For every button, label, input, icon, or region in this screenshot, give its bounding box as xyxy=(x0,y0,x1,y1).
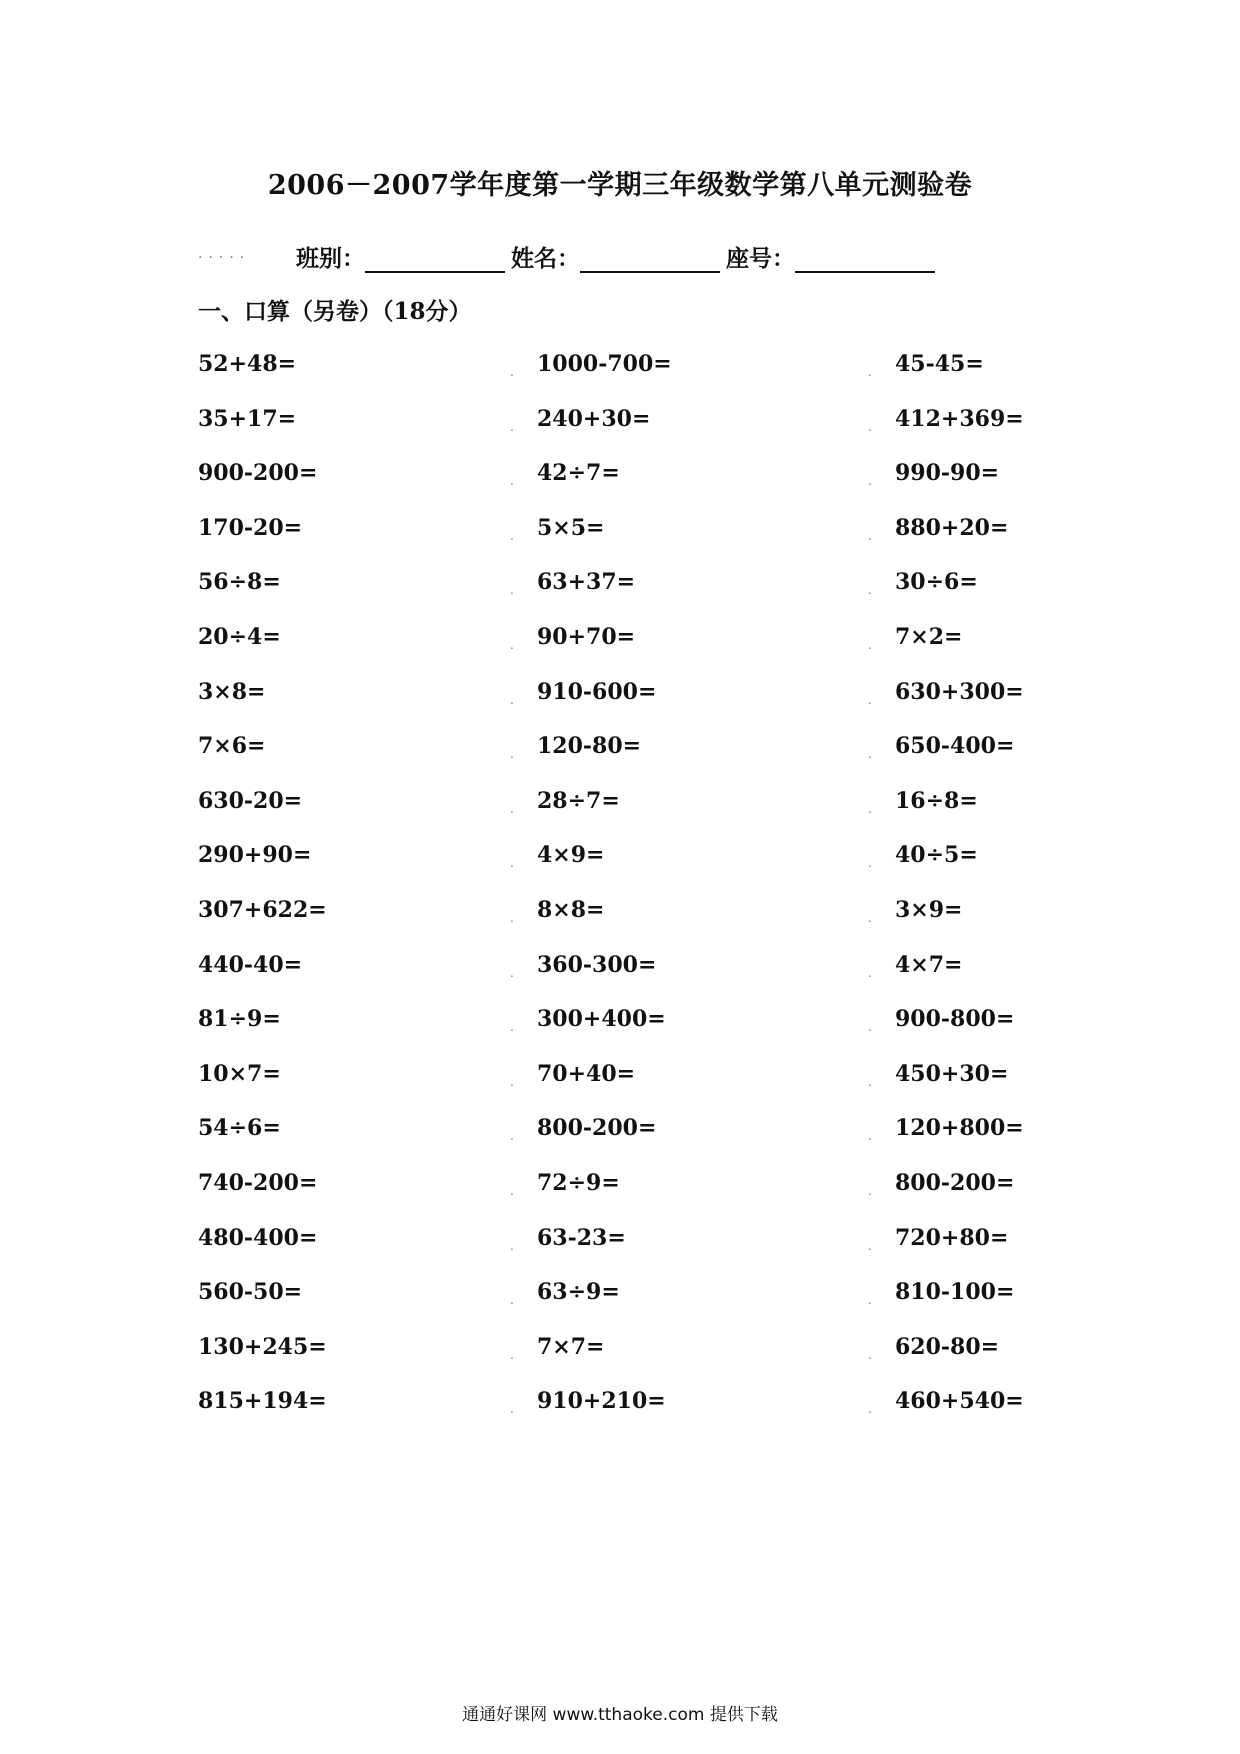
decorative-mark: . xyxy=(868,801,872,816)
decorative-mark: . xyxy=(868,747,872,762)
problem-c3-r1: 45-45= xyxy=(895,351,984,377)
name-field xyxy=(511,240,720,273)
problem-c1-r6: 20÷4= xyxy=(198,624,281,650)
decorative-mark: . xyxy=(868,419,872,434)
decorative-mark: . xyxy=(510,1020,514,1035)
problem-c3-r17: 720+80= xyxy=(895,1224,1009,1251)
decorative-mark: . xyxy=(868,638,872,652)
problem-c1-r12: 440-40= xyxy=(198,951,303,978)
problem-c1-r10: 290+90= xyxy=(198,842,312,869)
problem-c3-r2: 412+369= xyxy=(895,405,1024,432)
problem-c2-r15: 800-200= xyxy=(537,1115,657,1142)
decorative-mark: . xyxy=(510,583,514,598)
problem-c2-r17: 63-23= xyxy=(537,1224,626,1251)
problem-c3-r14: 450+30= xyxy=(895,1060,1009,1087)
problem-c3-r13: 900-800= xyxy=(895,1006,1015,1033)
decorative-mark: . xyxy=(868,1347,872,1362)
problem-c3-r18: 810-100= xyxy=(895,1279,1015,1306)
seat-field xyxy=(726,240,935,273)
name-label: 姓名： xyxy=(511,245,580,272)
decorative-mark: . xyxy=(868,474,872,489)
decorative-mark: . xyxy=(510,1184,514,1198)
problem-c3-r9: 16÷8= xyxy=(895,787,978,814)
problem-c1-r15: 54÷6= xyxy=(198,1115,281,1142)
decorative-mark: . xyxy=(868,1402,872,1417)
problem-c1-r8: 7×6= xyxy=(198,733,266,760)
decorative-mark: . xyxy=(868,365,872,379)
name-blank[interactable] xyxy=(580,247,720,273)
problem-c2-r1: 1000-700= xyxy=(537,351,672,377)
decorative-mark: . xyxy=(510,638,514,652)
decorative-mark: . xyxy=(510,474,514,489)
problem-c1-r13: 81÷9= xyxy=(198,1006,281,1033)
decorative-mark: . xyxy=(868,911,872,925)
problem-c1-r3: 900-200= xyxy=(198,460,318,487)
decorative-mark: . xyxy=(510,1293,514,1308)
decorative-dots: ..... xyxy=(198,246,251,262)
problem-c3-r10: 40÷5= xyxy=(895,842,978,869)
page-title: 2006－2007学年度第一学期三年级数学第八单元测验卷 xyxy=(267,170,973,201)
problem-c1-r18: 560-50= xyxy=(198,1279,303,1306)
problem-c2-r13: 300+400= xyxy=(537,1006,666,1033)
decorative-mark: . xyxy=(510,801,514,816)
problem-c2-r19: 7×7= xyxy=(537,1333,605,1360)
decorative-mark: . xyxy=(868,1020,872,1035)
problem-c2-r2: 240+30= xyxy=(537,405,651,432)
problem-c3-r15: 120+800= xyxy=(895,1115,1024,1142)
decorative-mark: . xyxy=(510,965,514,980)
problem-c3-r8: 650-400= xyxy=(895,733,1015,760)
problem-c1-r5: 56÷8= xyxy=(198,569,281,596)
problem-c3-r19: 620-80= xyxy=(895,1333,1000,1360)
problem-c1-r9: 630-20= xyxy=(198,787,303,814)
decorative-mark: . xyxy=(510,911,514,925)
problem-c1-r7: 3×8= xyxy=(198,678,266,705)
problem-c2-r20: 910+210= xyxy=(537,1388,666,1415)
class-label: 班别： xyxy=(296,245,365,272)
problem-c2-r3: 42÷7= xyxy=(537,460,620,487)
decorative-mark: . xyxy=(868,1184,872,1198)
class-field xyxy=(296,240,505,273)
problem-c2-r4: 5×5= xyxy=(537,514,605,541)
decorative-mark: . xyxy=(510,1129,514,1144)
problem-c3-r20: 460+540= xyxy=(895,1388,1024,1415)
class-blank[interactable] xyxy=(365,247,505,273)
problem-c3-r11: 3×9= xyxy=(895,897,963,923)
problem-c2-r10: 4×9= xyxy=(537,842,605,869)
decorative-mark: . xyxy=(510,365,514,379)
decorative-mark: . xyxy=(868,583,872,598)
problem-c3-r3: 990-90= xyxy=(895,460,1000,487)
decorative-mark: . xyxy=(868,1074,872,1089)
decorative-mark: . xyxy=(510,1238,514,1253)
decorative-mark: . xyxy=(510,692,514,707)
decorative-mark: . xyxy=(868,965,872,980)
decorative-mark: . xyxy=(868,528,872,543)
decorative-mark: . xyxy=(868,1293,872,1308)
problem-c3-r7: 630+300= xyxy=(895,678,1024,705)
problem-c1-r11: 307+622= xyxy=(198,897,327,923)
decorative-mark: . xyxy=(868,692,872,707)
problem-c2-r18: 63÷9= xyxy=(537,1279,620,1306)
problem-c2-r11: 8×8= xyxy=(537,897,605,923)
problem-c1-r16: 740-200= xyxy=(198,1170,318,1196)
problem-c1-r1: 52+48= xyxy=(198,351,297,377)
problem-c2-r16: 72÷9= xyxy=(537,1170,620,1196)
footer-credit: 通通好课网 www.tthaoke.com 提供下载 xyxy=(462,1705,778,1725)
decorative-mark: . xyxy=(868,1238,872,1253)
decorative-mark: . xyxy=(510,1347,514,1362)
student-info-row xyxy=(198,240,1098,274)
problem-c1-r14: 10×7= xyxy=(198,1060,281,1087)
problem-c1-r20: 815+194= xyxy=(198,1388,327,1415)
seat-label: 座号： xyxy=(726,245,795,272)
problem-c3-r6: 7×2= xyxy=(895,624,963,650)
decorative-mark: . xyxy=(868,1129,872,1144)
section-title: 一、口算（另卷）（18分） xyxy=(198,298,472,325)
decorative-mark: . xyxy=(510,1402,514,1417)
problem-c3-r4: 880+20= xyxy=(895,514,1009,541)
problem-c2-r9: 28÷7= xyxy=(537,787,620,814)
decorative-mark: . xyxy=(510,856,514,871)
problem-c1-r17: 480-400= xyxy=(198,1224,318,1251)
problem-c1-r2: 35+17= xyxy=(198,405,297,432)
problem-c3-r12: 4×7= xyxy=(895,951,963,978)
decorative-mark: . xyxy=(510,528,514,543)
decorative-mark: . xyxy=(868,856,872,871)
problem-c2-r8: 120-80= xyxy=(537,733,642,760)
problem-c2-r14: 70+40= xyxy=(537,1060,636,1087)
decorative-mark: . xyxy=(510,747,514,762)
problem-c1-r19: 130+245= xyxy=(198,1333,327,1360)
seat-blank[interactable] xyxy=(795,247,935,273)
problem-c2-r12: 360-300= xyxy=(537,951,657,978)
problem-c2-r6: 90+70= xyxy=(537,624,636,650)
problem-c3-r5: 30÷6= xyxy=(895,569,978,596)
decorative-mark: . xyxy=(510,1074,514,1089)
decorative-mark: . xyxy=(510,419,514,434)
problem-c2-r5: 63+37= xyxy=(537,569,636,596)
problem-c2-r7: 910-600= xyxy=(537,678,657,705)
problem-c3-r16: 800-200= xyxy=(895,1170,1015,1196)
problem-c1-r4: 170-20= xyxy=(198,514,303,541)
